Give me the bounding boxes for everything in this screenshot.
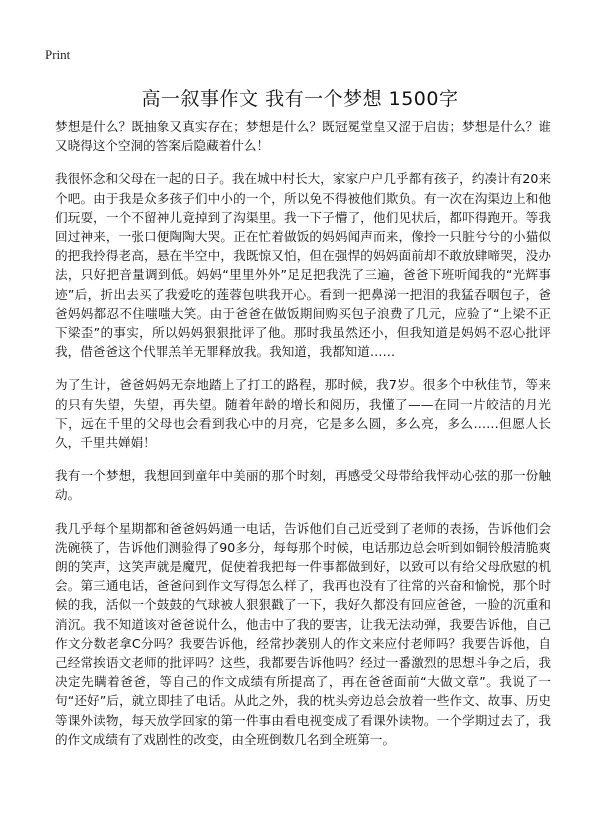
print-link[interactable]: Print [45,47,71,62]
article-body [55,117,551,763]
paragraph-intro: 梦想是什么？既抽象又真实存在；梦想是什么？既冠冕堂皇又涩于启齿；梦想是什么？谁又晓得这个空洞的答案后隐藏着什么！ [55,119,551,154]
paragraph-childhood: 我很怀念和父母在一起的日子。我在城中村长大，家家户户几乎都有孩子，约凑计有20来个吧。由于我是众多孩子们中小的一个，所以免不得被他们欺负。有一次在沟渠边上和他们玩耍，一个不留神儿竟掉到了沟渠里。我一下子懵了，他们见状后，都吓得跑开。等我回过神来，一张口便陶陶大哭。正在忙着做饭的妈妈闻声而来，像拎一只脏兮兮的小猫似的把我拎得老高，悬在半空中，我既惊又怕，但在强悍的妈妈面前却不敢放肆啼哭，没办法，只好把音量调到低。妈妈“里里外外”足足把我洗了三遍，爸爸下班听闻我的“光辉事迹”后，折出去买了我爱吃的莲蓉包哄我开心。看到一把鼻涕一把泪的我猛吞咽包子，爸爸妈妈都忍不住嗤嗤大笑。由于爸爸在做饭期间购买包子浪费了几元，应验了“上梁不正下梁歪”的事实，所以妈妈狠狠批评了他。那时我虽然还小，但我知道是妈妈不忍心批评我，借爸爸这个代罪羔羊无罪释放我。我知道，我都知道…… [55,171,551,360]
paragraph-dream: 我有一个梦想，我想回到童年中美丽的那个时刻，再感受父母带给我怦动心弦的那一份触动。 [55,468,551,503]
paragraph-parents-leave: 为了生计，爸爸妈妈无奈地踏上了打工的路程，那时候，我7岁。很多个中秋佳节，等来的只有失望，失望，再失望。随着年龄的增长和阅历，我懂了——在同一片皎洁的月光下，远在千里的父母也会看到我心中的月亮，它是多么圆，多么亮，多么……但愿人长久，千里共婵娟！ [55,377,551,451]
article-title: 高一叙事作文 我有一个梦想 1500字 [141,88,459,110]
paragraph-phone-calls: 我几乎每个星期都和爸爸妈妈通一电话，告诉他们自己近受到了老师的表扬，告诉他们会洗碗筷了，告诉他们测验得了90多分，每每那个时候，电话那边总会听到如铜铃般清脆爽朗的笑声，这笑声就是魔咒，促使着我把每一件事都做到好，以致可以有给父母欣慰的机会。第三通电话，爸爸问到作文写得怎么样了，我再也没有了往常的兴奋和愉悦，那个时候的我，活似一个鼓鼓的气球被人狠狠戳了一下，我好久都没有回应爸爸，一脸的沉重和消沉。我不知道该对爸爸说什么，他击中了我的要害，让我无法动弹，我要告诉他，自己作文分数老拿C分吗？我要告诉他，经常抄袭别人的作文来应付老师吗？我要告诉他，自己经常挨语文老师的批评吗？这些，我都要告诉他吗？经过一番激烈的思想斗争之后，我决定先瞒着爸爸，等自己的作文成绩有所提高了，再在爸爸面前“大做文章”。我说了一句“还好”后，就立即挂了电话。从此之外，我的枕头旁边总会放着一些作文、故事、历史等课外读物，每天放学回家的第一件事由看电视变成了看课外读物。一个学期过去了，我的作文成绩有了戏剧性的改变，由全班倒数几名到全班第一。 [55,520,551,747]
